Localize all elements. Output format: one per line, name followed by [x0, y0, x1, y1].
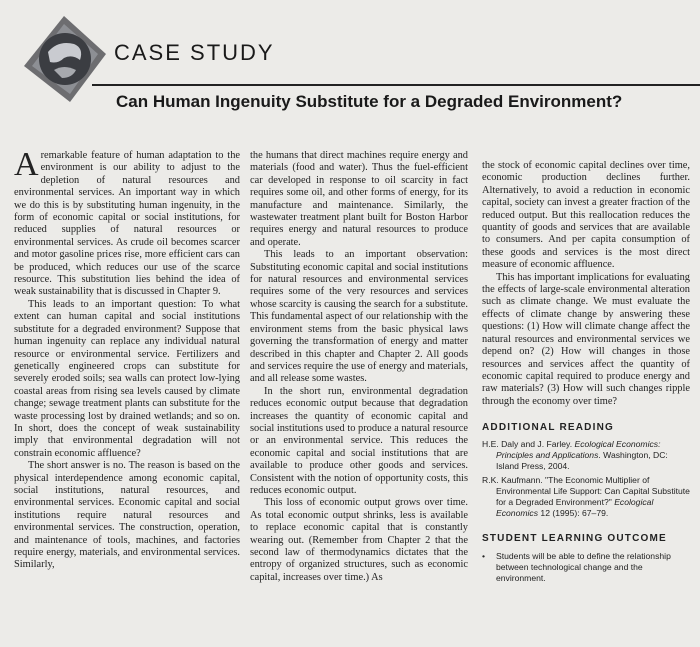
- additional-reading-heading: ADDITIONAL READING: [482, 422, 614, 434]
- drop-cap: A: [14, 146, 39, 183]
- column-3: [482, 160, 690, 584]
- reading-reference: R.K. Kaufmann. "The Economic Multiplier of Environmental Life Support: Can Capital Substitute for a Degraded Environment?" Ecological Economics 12 (1995): 67–79.: [482, 474, 690, 518]
- paragraph: This loss of economic output grows over time. As total economic output shrinks, less is available to replace economic capital that is constantly wearing out. (Remember from Chapter 2 that the second law of thermodynamics dictates that the entropy of organized structures, such as economic capital, increases over time.) As: [250, 497, 468, 583]
- paragraph: the stock of economic capital declines over time, economic production declines further. Alternatively, to avoid a reduction in economic capital, society can invest a greater fraction of the reduced output. But this reallocation reduces the quantity of goods and services that are available to consumers. And per capita consumption of these goods and services is the most direct measure of economic affluence.: [482, 160, 690, 271]
- paragraph: This leads to an important observation: Substituting economic capital and social institutions for natural resources and environmental services requires some of the very resources and services whose scarcity is causing the search for a substitute. This fundamental aspect of our relationship with the environment stems from the basic physical laws governing the transformation of energy and matter described in this chapter and Chapter 2. All goods and services require the use of energy and materials, and all release some wastes.: [250, 249, 468, 385]
- additional-reading-list: [482, 439, 690, 519]
- bullet-icon: •: [482, 550, 486, 561]
- header-rule: [92, 84, 700, 86]
- learning-outcome-heading: STUDENT LEARNING OUTCOME: [482, 532, 667, 544]
- learning-outcome-text: Students will be able to define the relationship between technological change and the environment.: [496, 550, 671, 583]
- paragraph: Aremarkable feature of human adaptation to the environment is our ability to adjust to the depletion of natural resources and environmental services. An important way in which we do this is by substituting human ingenuity, in the form of economic capital or social institutions, for reduced supplies of natural resources or environmental services. As crude oil becomes scarcer and motor gasoline prices rise, more efficient cars can be produced, which reduces our use of the scarce resource. This substitution lies behind the idea of weak sustainability that is discussed in Chapter 9.: [14, 146, 240, 298]
- paragraph: This leads to an important question: To what extent can human capital and social institutions substitute for a degraded environment? Suppose that human ingenuity can replace any individual natural resource or environmental service. Fertilizers and genetically engineered crops can substitute for severely eroded soils; sea walls can protect low-lying coastal areas from rising sea levels caused by climate change; sewage treatment plants can substitute for the waste processing lost by drained wetlands; and so on. In short, does the concept of weak sustainability imply that environmental degradation will not constrain economic affluence?: [14, 298, 240, 459]
- case-study-title: Can Human Ingenuity Substitute for a Degraded Environment?: [116, 92, 623, 111]
- paragraph: This has important implications for evaluating the effects of large-scale environmental alteration such as climate change. We must evaluate the effects of climate change by answering these questions: (1) How will climate change affect the natural resources and environmental services we depend on? (2) How will changes in those resources and services affect the quantity of economic capital required to produce energy and raw materials? (3) How will such changes ripple through the economy over time?: [482, 271, 690, 407]
- paragraph: The short answer is no. The reason is based on the physical interdependence among economic capital, social institutions, natural resources, and environmental services. Economic capital and social institutions require natural resources and environmental services. The construction, operation, and maintenance of tools, machines, and factories require energy, materials, and environmental services. Similarly,: [14, 460, 240, 571]
- reading-reference: H.E. Daly and J. Farley. Ecological Economics: Principles and Applications. Washington, DC: Island Press, 2004.: [482, 438, 668, 471]
- column-2: [250, 150, 468, 584]
- paragraph: the humans that direct machines require energy and materials (food and water). Thus the fuel-efficient car developed in response to oil scarcity in fact requires some oil, and other forms of energy, for its manufacture and maintenance. Similarly, the wastewater treatment plant built for Boston Harbor requires energy and natural resources to produce and operate.: [250, 150, 468, 248]
- case-study-label: CASE STUDY: [114, 40, 275, 65]
- column-1: [14, 146, 240, 572]
- case-study-logo-icon: [18, 14, 110, 106]
- paragraph: In the short run, environmental degradation reduces economic output because that degradation increases the quantity of economic capital and social institutions used to produce a natural resource or an environmental service. This reduces the economic capital and social institutions that are available to produce other goods and services. Consistent with the notion of opportunity costs, this reduces economic output.: [250, 385, 468, 496]
- learning-outcome-item: [482, 551, 690, 584]
